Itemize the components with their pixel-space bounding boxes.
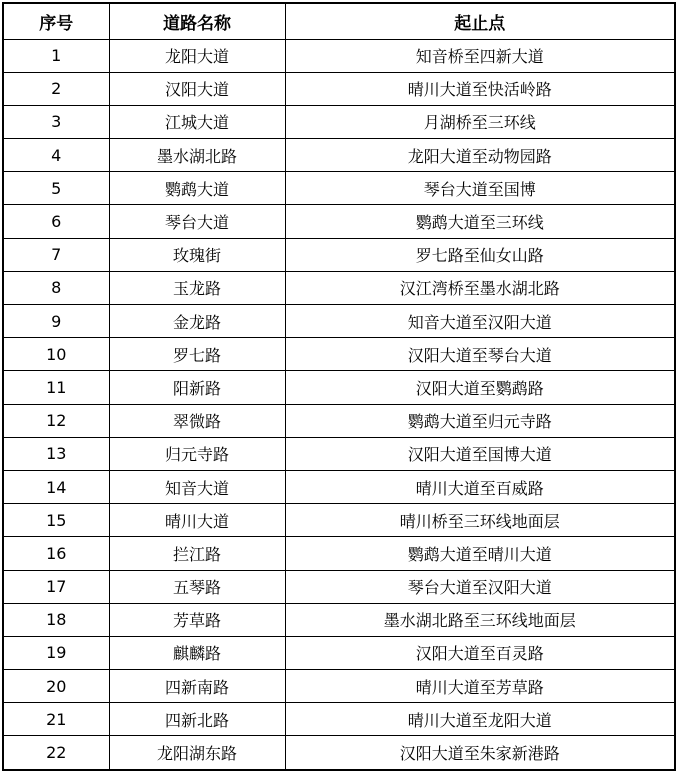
cell-sequence-number: 8 (3, 271, 109, 304)
table-row (3, 238, 675, 271)
cell-sequence-number: 20 (3, 670, 109, 703)
table-row (3, 636, 675, 669)
cell-road-name: 鹦鹉大道 (109, 172, 285, 205)
cell-sequence-number: 5 (3, 172, 109, 205)
roads-table (2, 2, 676, 771)
cell-sequence-number: 1 (3, 39, 109, 72)
cell-start-end-points: 汉江湾桥至墨水湖北路 (285, 271, 675, 304)
cell-start-end-points: 晴川大道至龙阳大道 (285, 703, 675, 736)
cell-sequence-number: 13 (3, 437, 109, 470)
cell-road-name: 晴川大道 (109, 504, 285, 537)
cell-sequence-number: 16 (3, 537, 109, 570)
cell-start-end-points: 鹦鹉大道至归元寺路 (285, 404, 675, 437)
header-road-name: 道路名称 (109, 3, 285, 39)
cell-road-name: 汉阳大道 (109, 72, 285, 105)
table-row (3, 338, 675, 371)
cell-sequence-number: 15 (3, 504, 109, 537)
cell-start-end-points: 汉阳大道至国博大道 (285, 437, 675, 470)
cell-start-end-points: 知音桥至四新大道 (285, 39, 675, 72)
cell-start-end-points: 罗七路至仙女山路 (285, 238, 675, 271)
cell-road-name: 阳新路 (109, 371, 285, 404)
table-row (3, 570, 675, 603)
cell-start-end-points: 晴川大道至快活岭路 (285, 72, 675, 105)
cell-road-name: 玫瑰街 (109, 238, 285, 271)
cell-start-end-points: 晴川桥至三环线地面层 (285, 504, 675, 537)
cell-road-name: 知音大道 (109, 470, 285, 503)
cell-sequence-number: 18 (3, 603, 109, 636)
cell-road-name: 墨水湖北路 (109, 139, 285, 172)
cell-start-end-points: 琴台大道至国博 (285, 172, 675, 205)
table-row (3, 39, 675, 72)
cell-road-name: 罗七路 (109, 338, 285, 371)
table-row (3, 205, 675, 238)
table-row (3, 271, 675, 304)
table-row (3, 404, 675, 437)
table-row (3, 603, 675, 636)
header-row (3, 3, 675, 39)
cell-road-name: 四新北路 (109, 703, 285, 736)
cell-road-name: 芳草路 (109, 603, 285, 636)
cell-sequence-number: 2 (3, 72, 109, 105)
cell-road-name: 归元寺路 (109, 437, 285, 470)
table-row (3, 736, 675, 770)
cell-road-name: 麒麟路 (109, 636, 285, 669)
table-row (3, 371, 675, 404)
header-sequence-number: 序号 (3, 3, 109, 39)
cell-road-name: 江城大道 (109, 105, 285, 138)
cell-sequence-number: 11 (3, 371, 109, 404)
table-row (3, 670, 675, 703)
cell-sequence-number: 22 (3, 736, 109, 770)
cell-sequence-number: 21 (3, 703, 109, 736)
cell-sequence-number: 9 (3, 305, 109, 338)
cell-sequence-number: 3 (3, 105, 109, 138)
table-row (3, 437, 675, 470)
cell-road-name: 四新南路 (109, 670, 285, 703)
cell-start-end-points: 知音大道至汉阳大道 (285, 305, 675, 338)
table-row (3, 703, 675, 736)
cell-road-name: 五琴路 (109, 570, 285, 603)
cell-start-end-points: 墨水湖北路至三环线地面层 (285, 603, 675, 636)
cell-start-end-points: 琴台大道至汉阳大道 (285, 570, 675, 603)
cell-road-name: 拦江路 (109, 537, 285, 570)
cell-start-end-points: 鹦鹉大道至三环线 (285, 205, 675, 238)
cell-sequence-number: 17 (3, 570, 109, 603)
cell-road-name: 玉龙路 (109, 271, 285, 304)
cell-sequence-number: 14 (3, 470, 109, 503)
cell-start-end-points: 鹦鹉大道至晴川大道 (285, 537, 675, 570)
cell-sequence-number: 19 (3, 636, 109, 669)
table-row (3, 105, 675, 138)
cell-start-end-points: 龙阳大道至动物园路 (285, 139, 675, 172)
table-row (3, 139, 675, 172)
cell-start-end-points: 汉阳大道至百灵路 (285, 636, 675, 669)
cell-sequence-number: 7 (3, 238, 109, 271)
cell-sequence-number: 12 (3, 404, 109, 437)
cell-road-name: 琴台大道 (109, 205, 285, 238)
cell-start-end-points: 汉阳大道至琴台大道 (285, 338, 675, 371)
cell-start-end-points: 汉阳大道至朱家新港路 (285, 736, 675, 770)
table-row (3, 537, 675, 570)
cell-start-end-points: 月湖桥至三环线 (285, 105, 675, 138)
cell-start-end-points: 汉阳大道至鹦鹉路 (285, 371, 675, 404)
table-row (3, 470, 675, 503)
cell-road-name: 金龙路 (109, 305, 285, 338)
cell-sequence-number: 4 (3, 139, 109, 172)
cell-sequence-number: 10 (3, 338, 109, 371)
table-row (3, 72, 675, 105)
table-row (3, 305, 675, 338)
cell-sequence-number: 6 (3, 205, 109, 238)
cell-start-end-points: 晴川大道至芳草路 (285, 670, 675, 703)
cell-road-name: 龙阳大道 (109, 39, 285, 72)
cell-road-name: 翠微路 (109, 404, 285, 437)
table-row (3, 172, 675, 205)
table-row (3, 504, 675, 537)
cell-road-name: 龙阳湖东路 (109, 736, 285, 770)
cell-start-end-points: 晴川大道至百威路 (285, 470, 675, 503)
header-start-end-points: 起止点 (285, 3, 675, 39)
